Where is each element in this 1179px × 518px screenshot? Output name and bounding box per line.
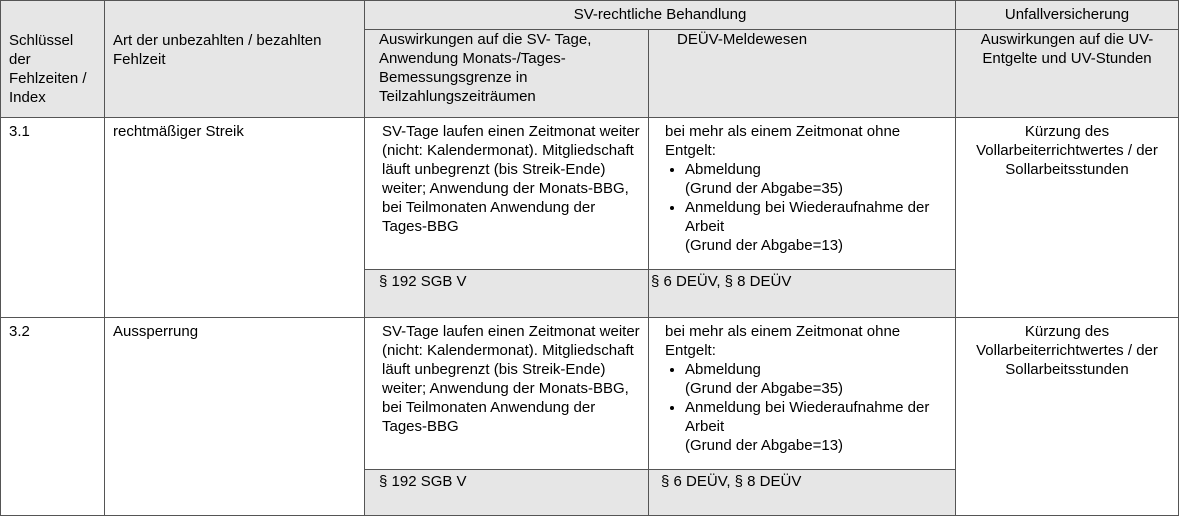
deuev-intro: bei mehr als einem Zeitmonat ohne Entgelt:	[665, 323, 901, 359]
row-type: rechtmäßiger Streik	[105, 118, 365, 318]
row-deuev	[649, 118, 956, 270]
row-index: 3.2	[1, 318, 105, 516]
header-type: Art der unbezahlten / bezahlten Fehlzeit	[105, 1, 365, 118]
row-deuev	[649, 318, 956, 470]
header-key: Schlüssel der Fehlzeiten / Index	[1, 1, 105, 118]
row-law-sv: § 192 SGB V	[365, 270, 649, 318]
row-law-deuev: § 6 DEÜV, § 8 DEÜV	[649, 470, 956, 516]
deuev-list	[665, 160, 947, 255]
list-item: • Abmeldung (Grund der Abgabe=35)	[685, 160, 947, 198]
row-sv-days: SV-Tage laufen einen Zeitmonat weiter (nicht: Kalendermonat). Mitgliedschaft läuft unbegrenzt (bis Streik-Ende) weiter; Anwendung der Monats-BBG, bei Teilmonaten Anwendung der Tages-BBG	[365, 318, 649, 470]
row-uv: Kürzung des Vollarbeiterrichtwertes / der Sollarbeitsstunden	[956, 118, 1179, 318]
row-uv: Kürzung des Vollarbeiterrichtwertes / der Sollarbeitsstunden	[956, 318, 1179, 516]
row-index: 3.1	[1, 118, 105, 318]
list-item: • Abmeldung (Grund der Abgabe=35)	[685, 360, 947, 398]
deuev-intro: bei mehr als einem Zeitmonat ohne Entgelt:	[665, 123, 901, 159]
list-item: • Anmeldung bei Wiederaufnahme der Arbeit (Grund der Abgabe=13)	[685, 398, 947, 455]
row-sv-days: SV-Tage laufen einen Zeitmonat weiter (nicht: Kalendermonat). Mitgliedschaft läuft unbegrenzt (bis Streik-Ende) weiter; Anwendung der Monats-BBG, bei Teilmonaten Anwendung der Tages-BBG	[365, 118, 649, 270]
header-sv-days: Auswirkungen auf die SV- Tage, Anwendung Monats-/Tages-Bemessungsgrenze in Teilzahlungszeiträumen	[365, 30, 649, 118]
header-uv: Auswirkungen auf die UV-Entgelte und UV-Stunden	[956, 30, 1179, 118]
list-item: • Anmeldung bei Wiederaufnahme der Arbeit (Grund der Abgabe=13)	[685, 198, 947, 255]
deuev-list	[665, 360, 947, 455]
row-law-sv: § 192 SGB V	[365, 470, 649, 516]
header-deuev: DEÜV-Meldewesen	[649, 30, 956, 118]
row-type: Aussperrung	[105, 318, 365, 516]
row-law-deuev: § 6 DEÜV, § 8 DEÜV	[649, 270, 956, 318]
header-sv-group: SV-rechtliche Behandlung	[365, 1, 956, 30]
header-uv-group: Unfallversicherung	[956, 1, 1179, 30]
